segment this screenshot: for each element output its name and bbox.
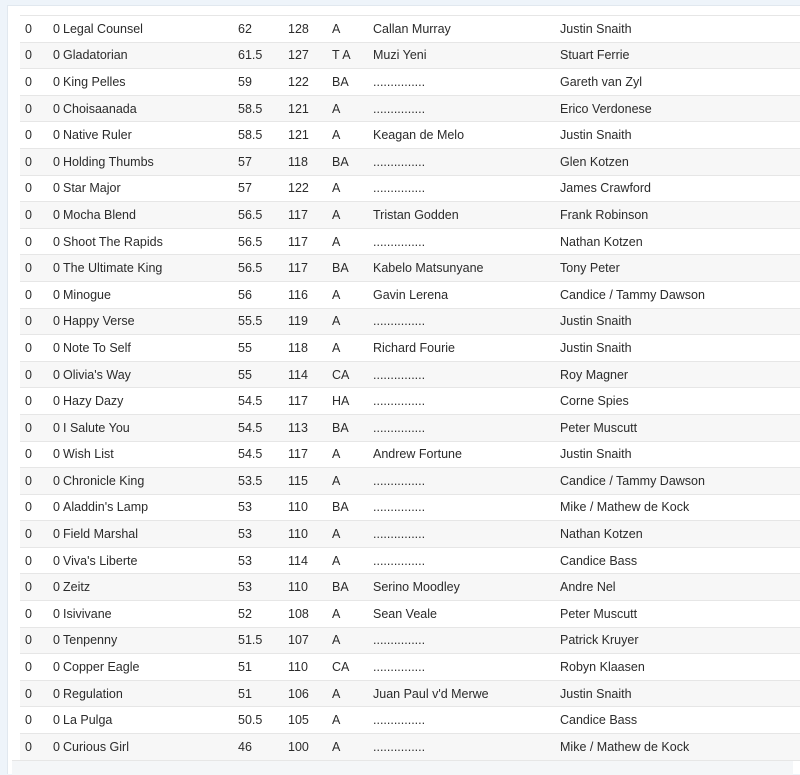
merit-rating-cell: 51 [238,654,288,681]
trainer-cell: Mike / Mathew de Kock [560,494,800,521]
trainer-cell: Erico Verdonese [560,95,800,122]
draw-cell: 0 [37,414,63,441]
jockey-cell: ............... [373,547,560,574]
weight-index-cell: 0 [20,228,37,255]
weight-cell: 121 [288,95,332,122]
weight-index-cell: 0 [20,95,37,122]
draw-cell: 0 [37,574,63,601]
table-row [20,42,800,69]
horse-name-cell: Gladatorian [63,42,238,69]
jockey-cell: Muzi Yeni [373,42,560,69]
merit-rating-cell: 46 [238,734,288,761]
trainer-cell: Justin Snaith [560,122,800,149]
table-row [20,335,800,362]
jockey-cell: Andrew Fortune [373,441,560,468]
gear-cell: CA [332,361,373,388]
gear-cell: A [332,680,373,707]
table-row [20,228,800,255]
jockey-cell: Richard Fourie [373,335,560,362]
gear-cell: BA [332,69,373,96]
table-row [20,468,800,495]
merit-rating-cell: 58.5 [238,95,288,122]
draw-cell: 0 [37,680,63,707]
jockey-cell: ............... [373,361,560,388]
table-row [20,361,800,388]
horse-name-cell: Happy Verse [63,308,238,335]
horse-name-cell: Tenpenny [63,627,238,654]
weight-cell: 110 [288,654,332,681]
trainer-cell: Candice / Tammy Dawson [560,468,800,495]
weight-cell: 110 [288,521,332,548]
gear-cell: A [332,521,373,548]
weight-cell: 128 [288,16,332,43]
weight-cell: 110 [288,494,332,521]
weight-index-cell: 0 [20,255,37,282]
jockey-cell: Kabelo Matsunyane [373,255,560,282]
trainer-cell: James Crawford [560,175,800,202]
merit-rating-cell: 52 [238,601,288,628]
gear-cell: A [332,601,373,628]
draw-cell: 0 [37,361,63,388]
trainer-cell: Peter Muscutt [560,414,800,441]
table-row [20,308,800,335]
horse-name-cell: The Ultimate King [63,255,238,282]
table-row [20,202,800,229]
draw-cell: 0 [37,255,63,282]
jockey-cell: Callan Murray [373,16,560,43]
horse-name-cell: Field Marshal [63,521,238,548]
draw-cell: 0 [37,228,63,255]
weight-index-cell: 0 [20,574,37,601]
gear-cell: A [332,95,373,122]
horse-name-cell: Viva's Liberte [63,547,238,574]
horse-name-cell: La Pulga [63,707,238,734]
weight-index-cell: 0 [20,42,37,69]
weight-index-cell: 0 [20,388,37,415]
merit-rating-cell: 51 [238,680,288,707]
content-panel [7,5,800,774]
trainer-cell: Glen Kotzen [560,148,800,175]
runners-table-container [20,15,800,761]
runners-table-body [20,16,800,761]
table-row [20,707,800,734]
draw-cell: 0 [37,707,63,734]
jockey-cell: ............... [373,734,560,761]
gear-cell: A [332,202,373,229]
weight-cell: 105 [288,707,332,734]
table-row [20,388,800,415]
trainer-cell: Candice Bass [560,707,800,734]
merit-rating-cell: 55 [238,335,288,362]
draw-cell: 0 [37,468,63,495]
trainer-cell: Peter Muscutt [560,601,800,628]
weight-cell: 117 [288,202,332,229]
weight-cell: 115 [288,468,332,495]
jockey-cell: ............... [373,494,560,521]
trainer-cell: Patrick Kruyer [560,627,800,654]
jockey-cell: Serino Moodley [373,574,560,601]
horse-name-cell: Star Major [63,175,238,202]
merit-rating-cell: 50.5 [238,707,288,734]
gear-cell: A [332,228,373,255]
horse-name-cell: Note To Self [63,335,238,362]
draw-cell: 0 [37,148,63,175]
gear-cell: A [332,468,373,495]
jockey-cell: ............... [373,414,560,441]
table-row [20,16,800,43]
merit-rating-cell: 55 [238,361,288,388]
gear-cell: CA [332,654,373,681]
trainer-cell: Stuart Ferrie [560,42,800,69]
weight-cell: 117 [288,255,332,282]
trainer-cell: Justin Snaith [560,441,800,468]
jockey-cell: ............... [373,627,560,654]
jockey-cell: ............... [373,388,560,415]
weight-index-cell: 0 [20,175,37,202]
horse-name-cell: Regulation [63,680,238,707]
table-row [20,680,800,707]
runners-table [20,15,800,761]
weight-index-cell: 0 [20,441,37,468]
weight-cell: 108 [288,601,332,628]
table-row [20,175,800,202]
merit-rating-cell: 56 [238,281,288,308]
merit-rating-cell: 53 [238,547,288,574]
jockey-cell: ............... [373,521,560,548]
weight-index-cell: 0 [20,521,37,548]
trainer-cell: Nathan Kotzen [560,228,800,255]
table-row [20,69,800,96]
horse-name-cell: King Pelles [63,69,238,96]
weight-index-cell: 0 [20,281,37,308]
horse-name-cell: Native Ruler [63,122,238,149]
gear-cell: BA [332,148,373,175]
weight-cell: 106 [288,680,332,707]
weight-cell: 110 [288,574,332,601]
draw-cell: 0 [37,601,63,628]
weight-index-cell: 0 [20,707,37,734]
weight-index-cell: 0 [20,122,37,149]
table-row [20,734,800,761]
jockey-cell: Juan Paul v'd Merwe [373,680,560,707]
draw-cell: 0 [37,388,63,415]
horse-name-cell: Mocha Blend [63,202,238,229]
weight-cell: 117 [288,441,332,468]
table-row [20,148,800,175]
draw-cell: 0 [37,308,63,335]
draw-cell: 0 [37,175,63,202]
merit-rating-cell: 58.5 [238,122,288,149]
merit-rating-cell: 59 [238,69,288,96]
table-row [20,255,800,282]
draw-cell: 0 [37,734,63,761]
draw-cell: 0 [37,441,63,468]
table-row [20,627,800,654]
jockey-cell: ............... [373,175,560,202]
merit-rating-cell: 53 [238,494,288,521]
weight-cell: 121 [288,122,332,149]
table-row [20,441,800,468]
draw-cell: 0 [37,42,63,69]
horse-name-cell: Legal Counsel [63,16,238,43]
trainer-cell: Andre Nel [560,574,800,601]
gear-cell: A [332,122,373,149]
jockey-cell: Sean Veale [373,601,560,628]
weight-cell: 118 [288,148,332,175]
merit-rating-cell: 53 [238,521,288,548]
table-row [20,494,800,521]
weight-cell: 118 [288,335,332,362]
draw-cell: 0 [37,122,63,149]
weight-index-cell: 0 [20,494,37,521]
weight-index-cell: 0 [20,734,37,761]
merit-rating-cell: 62 [238,16,288,43]
horse-name-cell: Holding Thumbs [63,148,238,175]
trainer-cell: Robyn Klaasen [560,654,800,681]
weight-cell: 113 [288,414,332,441]
merit-rating-cell: 54.5 [238,441,288,468]
gear-cell: A [332,281,373,308]
table-row [20,574,800,601]
table-row [20,122,800,149]
trainer-cell: Corne Spies [560,388,800,415]
jockey-cell: ............... [373,654,560,681]
horse-name-cell: Olivia's Way [63,361,238,388]
table-row [20,601,800,628]
table-row [20,521,800,548]
horse-name-cell: Choisaanada [63,95,238,122]
horse-name-cell: Hazy Dazy [63,388,238,415]
horse-name-cell: Copper Eagle [63,654,238,681]
weight-index-cell: 0 [20,69,37,96]
weight-index-cell: 0 [20,414,37,441]
gear-cell: A [332,335,373,362]
weight-index-cell: 0 [20,16,37,43]
horse-name-cell: Chronicle King [63,468,238,495]
trainer-cell: Frank Robinson [560,202,800,229]
horse-name-cell: I Salute You [63,414,238,441]
gear-cell: BA [332,414,373,441]
weight-cell: 119 [288,308,332,335]
weight-cell: 107 [288,627,332,654]
gear-cell: A [332,16,373,43]
jockey-cell: ............... [373,308,560,335]
trainer-cell: Candice Bass [560,547,800,574]
horse-name-cell: Isivivane [63,601,238,628]
jockey-cell: Gavin Lerena [373,281,560,308]
table-row [20,654,800,681]
weight-index-cell: 0 [20,148,37,175]
trainer-cell: Tony Peter [560,255,800,282]
trainer-cell: Roy Magner [560,361,800,388]
weight-index-cell: 0 [20,335,37,362]
weight-index-cell: 0 [20,601,37,628]
draw-cell: 0 [37,16,63,43]
merit-rating-cell: 54.5 [238,414,288,441]
horse-name-cell: Curious Girl [63,734,238,761]
merit-rating-cell: 53.5 [238,468,288,495]
table-footer-strip [12,760,793,775]
draw-cell: 0 [37,281,63,308]
merit-rating-cell: 53 [238,574,288,601]
trainer-cell: Candice / Tammy Dawson [560,281,800,308]
gear-cell: A [332,308,373,335]
merit-rating-cell: 57 [238,148,288,175]
merit-rating-cell: 54.5 [238,388,288,415]
weight-cell: 122 [288,175,332,202]
weight-cell: 117 [288,388,332,415]
jockey-cell: Tristan Godden [373,202,560,229]
merit-rating-cell: 57 [238,175,288,202]
trainer-cell: Justin Snaith [560,680,800,707]
draw-cell: 0 [37,202,63,229]
gear-cell: BA [332,494,373,521]
weight-index-cell: 0 [20,202,37,229]
weight-cell: 116 [288,281,332,308]
draw-cell: 0 [37,95,63,122]
weight-cell: 114 [288,361,332,388]
weight-index-cell: 0 [20,308,37,335]
table-row [20,414,800,441]
gear-cell: A [332,547,373,574]
weight-index-cell: 0 [20,680,37,707]
horse-name-cell: Minogue [63,281,238,308]
horse-name-cell: Shoot The Rapids [63,228,238,255]
jockey-cell: ............... [373,228,560,255]
weight-cell: 100 [288,734,332,761]
weight-index-cell: 0 [20,547,37,574]
trainer-cell: Justin Snaith [560,335,800,362]
jockey-cell: Keagan de Melo [373,122,560,149]
weight-cell: 127 [288,42,332,69]
weight-index-cell: 0 [20,468,37,495]
gear-cell: BA [332,574,373,601]
draw-cell: 0 [37,335,63,362]
draw-cell: 0 [37,654,63,681]
jockey-cell: ............... [373,148,560,175]
weight-cell: 117 [288,228,332,255]
gear-cell: T A [332,42,373,69]
table-row [20,95,800,122]
merit-rating-cell: 61.5 [238,42,288,69]
merit-rating-cell: 56.5 [238,228,288,255]
table-row [20,547,800,574]
weight-cell: 122 [288,69,332,96]
draw-cell: 0 [37,521,63,548]
draw-cell: 0 [37,547,63,574]
merit-rating-cell: 55.5 [238,308,288,335]
jockey-cell: ............... [373,468,560,495]
gear-cell: A [332,734,373,761]
trainer-cell: Nathan Kotzen [560,521,800,548]
merit-rating-cell: 56.5 [238,202,288,229]
trainer-cell: Mike / Mathew de Kock [560,734,800,761]
weight-index-cell: 0 [20,627,37,654]
table-row [20,281,800,308]
gear-cell: HA [332,388,373,415]
jockey-cell: ............... [373,69,560,96]
merit-rating-cell: 56.5 [238,255,288,282]
horse-name-cell: Zeitz [63,574,238,601]
gear-cell: BA [332,255,373,282]
jockey-cell: ............... [373,95,560,122]
merit-rating-cell: 51.5 [238,627,288,654]
gear-cell: A [332,175,373,202]
trainer-cell: Justin Snaith [560,16,800,43]
trainer-cell: Justin Snaith [560,308,800,335]
draw-cell: 0 [37,627,63,654]
gear-cell: A [332,627,373,654]
weight-index-cell: 0 [20,361,37,388]
draw-cell: 0 [37,494,63,521]
horse-name-cell: Wish List [63,441,238,468]
horse-name-cell: Aladdin's Lamp [63,494,238,521]
gear-cell: A [332,441,373,468]
gear-cell: A [332,707,373,734]
weight-index-cell: 0 [20,654,37,681]
weight-cell: 114 [288,547,332,574]
trainer-cell: Gareth van Zyl [560,69,800,96]
jockey-cell: ............... [373,707,560,734]
draw-cell: 0 [37,69,63,96]
